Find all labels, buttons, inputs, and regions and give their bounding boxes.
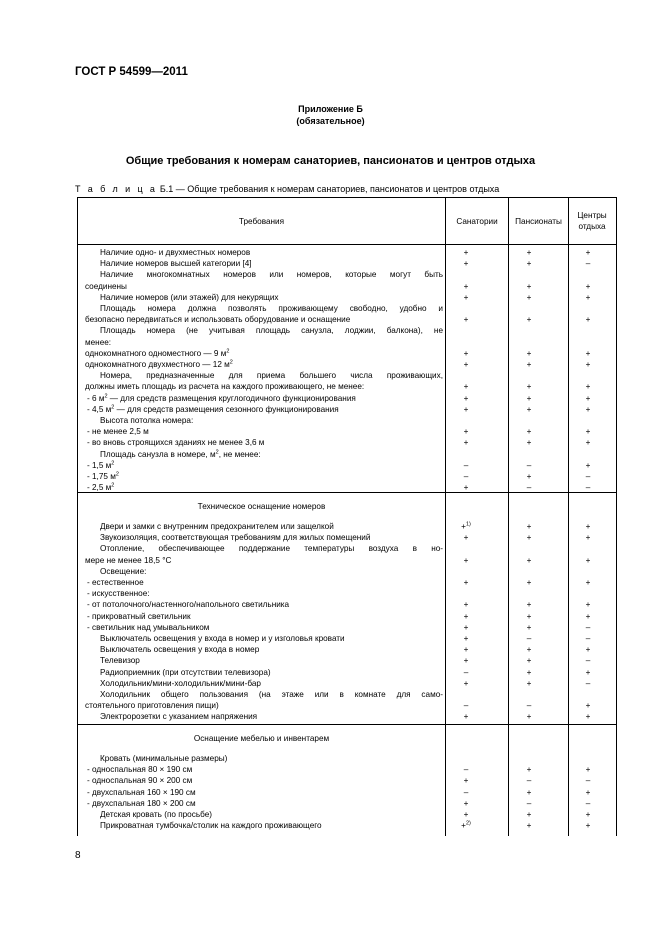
table-row <box>78 371 616 381</box>
requirement-text: Электророзетки с указанием напряжения <box>100 712 258 722</box>
table-row <box>78 668 616 678</box>
mark-recreation-centers: – <box>585 634 591 643</box>
table-row <box>78 712 616 722</box>
table-row <box>78 600 616 610</box>
requirement-text: Холодильник общего пользования (на этаже или в комнате для само- <box>100 690 443 699</box>
mark-sanatoriums: + <box>463 259 469 269</box>
mark-sanatoriums: + <box>463 600 469 610</box>
mark-boarding-houses: + <box>526 678 532 688</box>
requirement-text: - 6 $м^2$ — для средств размещения круглогодичного функционирования <box>87 392 356 403</box>
mark-recreation-centers: + <box>585 667 591 677</box>
mark-recreation-centers: – <box>585 678 591 688</box>
mark-boarding-houses: – <box>526 460 532 470</box>
mark-recreation-centers: + <box>585 460 591 470</box>
table-row <box>78 556 616 566</box>
mark-boarding-houses: + <box>526 382 532 392</box>
mark-recreation-centers: + <box>585 701 591 711</box>
requirement-text: Выключатель освещения у входа в номер <box>100 645 260 655</box>
mark-recreation-centers: + <box>585 821 591 831</box>
mark-boarding-houses: + <box>526 533 532 543</box>
mark-boarding-houses: + <box>526 611 532 621</box>
mark-boarding-houses: + <box>526 393 532 403</box>
mark-recreation-centers: + <box>585 645 591 655</box>
mark-recreation-centers: + <box>585 712 591 722</box>
mark-boarding-houses: – <box>526 634 532 643</box>
mark-recreation-centers: + <box>585 555 591 565</box>
table-row <box>78 405 616 415</box>
document-header: ГОСТ Р 54599—2011 <box>75 66 188 78</box>
requirement-text: Наличие номеров (или этажей) для некурящих <box>100 292 279 302</box>
section-title-furniture: Оснащение мебелью и инвентарем <box>193 734 330 743</box>
requirement-text: Наличие многокомнатных номеров или номеров, которые могут быть <box>100 270 443 280</box>
mark-boarding-houses: + <box>526 578 532 587</box>
mark-sanatoriums: +$^{1)}$ <box>461 521 471 531</box>
requirement-text: безопасно передвигаться и использовать оборудование и оснащение <box>85 315 351 325</box>
table-row <box>78 461 616 471</box>
mark-sanatoriums: + <box>463 712 469 722</box>
table-row <box>78 338 616 348</box>
mark-recreation-centers: – <box>585 472 591 481</box>
requirement-text: соединены <box>85 281 127 291</box>
section-title-technical: Техническое оснащение номеров <box>197 502 326 511</box>
requirement-text: - 1,75 $м^2$ <box>87 471 119 481</box>
requirement-text: Кровать (минимальные размеры) <box>100 754 228 763</box>
mark-boarding-houses: – <box>526 798 532 808</box>
mark-sanatoriums: – <box>463 472 469 481</box>
table-row <box>78 567 616 577</box>
requirement-text: Детская кровать (по просьбе) <box>100 810 212 819</box>
requirement-text: Телевизор <box>100 656 140 666</box>
mark-sanatoriums: + <box>463 427 469 437</box>
requirement-text: Холодильник/мини-холодильник/мини-бар <box>100 678 261 688</box>
table-row <box>78 788 616 798</box>
main-title: Общие требования к номерам санаториев, пансионатов и центров отдыха <box>125 155 536 167</box>
table-row <box>78 810 616 820</box>
mark-sanatoriums: + <box>463 634 469 643</box>
mark-recreation-centers: + <box>585 404 591 414</box>
mark-boarding-houses: + <box>526 404 532 414</box>
mark-boarding-houses: + <box>526 427 532 437</box>
mark-sanatoriums: – <box>463 701 469 711</box>
mark-boarding-houses: + <box>526 810 532 819</box>
table-row <box>78 522 616 532</box>
requirement-text: - от потолочного/настенного/напольного светильника <box>87 600 290 610</box>
requirement-text: - односпальная 80 × 190 см <box>87 765 193 775</box>
requirement-text: Радиоприемник (при отсутствии телевизора) <box>100 667 271 677</box>
mark-boarding-houses: – <box>526 776 532 786</box>
table-row <box>78 701 616 711</box>
requirement-text: - искусственное: <box>87 589 150 599</box>
requirement-text: Площадь номера должна позволять проживающему свободно, удобно и <box>100 304 443 313</box>
mark-sanatoriums: + <box>463 555 469 565</box>
table-row <box>78 612 616 622</box>
table-caption-prefix: Т а б л и ц а <box>75 184 158 194</box>
mark-boarding-houses: – <box>526 483 532 493</box>
requirement-text: - 1,5 $м^2$ <box>87 460 115 470</box>
mark-recreation-centers: + <box>585 578 591 587</box>
mark-sanatoriums: + <box>463 578 469 587</box>
mark-boarding-houses: + <box>526 656 532 666</box>
requirement-text: - не менее 2,5 м <box>87 427 149 437</box>
table-row <box>78 248 616 258</box>
requirement-text: - двухспальная 180 × 200 см <box>87 798 196 808</box>
mark-sanatoriums: + <box>463 656 469 666</box>
requirement-text: Отопление, обеспечивающее поддержание температуры воздуха в но- <box>100 544 443 554</box>
mark-recreation-centers: + <box>585 787 591 797</box>
mark-sanatoriums: + <box>463 622 469 632</box>
mark-boarding-houses: + <box>526 315 532 325</box>
table-row <box>78 690 616 700</box>
requirement-text: Наличие номеров высшей категории [4] <box>100 259 252 269</box>
mark-sanatoriums: + <box>463 645 469 655</box>
mark-recreation-centers: – <box>585 656 591 666</box>
requirement-text: однокомнатного одноместного — 9 $м^2$ <box>85 348 230 358</box>
section-divider <box>78 724 616 725</box>
table-row <box>78 821 616 831</box>
mark-recreation-centers: + <box>585 600 591 610</box>
requirement-text: - прикроватный светильник <box>87 611 191 621</box>
requirement-text: Двери и замки с внутренним предохранителем или защелкой <box>100 522 334 531</box>
mark-sanatoriums: + <box>463 810 469 819</box>
mark-recreation-centers: – <box>585 483 591 493</box>
mark-boarding-houses: + <box>526 248 532 257</box>
mark-recreation-centers: + <box>585 533 591 543</box>
requirement-text: Площадь санузла в номере, $м^2$, не менее: <box>100 448 261 459</box>
mark-boarding-houses: + <box>526 360 532 369</box>
requirement-text: Освещение: <box>100 566 147 576</box>
mark-sanatoriums: + <box>463 798 469 808</box>
mark-boarding-houses: + <box>526 281 532 291</box>
requirement-text: - двухспальная 160 × 190 см <box>87 787 196 797</box>
mark-sanatoriums: – <box>463 460 469 470</box>
table-row <box>78 282 616 292</box>
mark-boarding-houses: – <box>526 701 532 711</box>
table-row <box>78 394 616 404</box>
mark-boarding-houses: + <box>526 622 532 632</box>
mark-boarding-houses: + <box>526 292 532 302</box>
mark-recreation-centers: + <box>585 382 591 392</box>
mark-boarding-houses: + <box>526 787 532 797</box>
table-row <box>78 293 616 303</box>
table-row <box>78 533 616 543</box>
table-row <box>78 416 616 426</box>
mark-boarding-houses: + <box>526 600 532 610</box>
requirement-text: - 2,5 $м^2$ <box>87 482 115 493</box>
table-row <box>78 360 616 370</box>
mark-sanatoriums: + <box>463 360 469 369</box>
mark-sanatoriums: + <box>463 382 469 392</box>
col-header-sanatoriums: Санатории <box>456 216 498 226</box>
mark-sanatoriums: + <box>463 248 469 257</box>
mark-sanatoriums: + <box>463 438 469 448</box>
requirement-text: мере не менее 18,5 °С <box>85 555 172 565</box>
mark-sanatoriums: + <box>463 776 469 786</box>
mark-recreation-centers: + <box>585 522 591 531</box>
mark-recreation-centers: + <box>585 292 591 302</box>
mark-boarding-houses: + <box>526 438 532 448</box>
requirement-text: - естественное <box>87 578 144 587</box>
annex-title: Приложение Б <box>298 104 363 114</box>
requirement-text: стоятельного приготовления пищи) <box>85 701 219 711</box>
table-row <box>78 259 616 269</box>
header-divider <box>78 244 616 245</box>
mark-sanatoriums: + <box>463 348 469 358</box>
requirement-text: - светильник над умывальником <box>87 622 210 632</box>
requirement-text: Номера, предназначенные для приема большего числа проживающих, <box>100 371 443 381</box>
mark-recreation-centers: – <box>585 259 591 269</box>
requirement-text: - односпальная 90 × 200 см <box>87 776 193 786</box>
page-number: 8 <box>75 850 81 861</box>
mark-recreation-centers: + <box>585 765 591 775</box>
mark-recreation-centers: – <box>585 798 591 808</box>
mark-recreation-centers: + <box>585 281 591 291</box>
table-caption <box>75 184 499 194</box>
mark-sanatoriums: – <box>463 787 469 797</box>
table-row <box>78 799 616 809</box>
table-row <box>78 427 616 437</box>
table-row <box>78 270 616 280</box>
mark-boarding-houses: + <box>526 472 532 481</box>
requirement-text: Площадь номера (не учитывая площадь санузла, лоджии, балкона), не <box>100 326 443 336</box>
mark-sanatoriums: + <box>463 404 469 414</box>
table-row <box>78 589 616 599</box>
table-row <box>78 765 616 775</box>
mark-boarding-houses: + <box>526 555 532 565</box>
mark-sanatoriums: + <box>463 678 469 688</box>
table-row <box>78 382 616 392</box>
mark-boarding-houses: + <box>526 259 532 269</box>
mark-recreation-centers: – <box>585 622 591 632</box>
table-row <box>78 578 616 588</box>
table-row <box>78 450 616 460</box>
mark-recreation-centers: + <box>585 360 591 369</box>
requirement-text: Звукоизоляция, соответствующая требованиям для жилых помещений <box>100 533 371 543</box>
annex-type: (обязательное) <box>296 116 365 126</box>
mark-recreation-centers: + <box>585 438 591 448</box>
mark-sanatoriums: + <box>463 611 469 621</box>
mark-recreation-centers: + <box>585 315 591 325</box>
requirements-table <box>77 197 617 836</box>
table-row <box>78 349 616 359</box>
mark-sanatoriums: + <box>463 393 469 403</box>
annex-heading <box>0 103 661 127</box>
mark-recreation-centers: + <box>585 810 591 819</box>
table-row <box>78 776 616 786</box>
mark-boarding-houses: + <box>526 821 532 831</box>
table-row <box>78 623 616 633</box>
mark-boarding-houses: + <box>526 667 532 677</box>
table-row <box>78 645 616 655</box>
mark-sanatoriums: + <box>463 315 469 325</box>
requirement-text: должны иметь площадь из расчета на каждого проживающего, не менее: <box>85 382 365 392</box>
requirement-text: - во вновь строящихся зданиях не менее 3,6 м <box>87 438 265 448</box>
table-caption-text: Б.1 — Общие требования к номерам санаториев, пансионатов и центров отдыха <box>159 184 500 194</box>
mark-boarding-houses: + <box>526 348 532 358</box>
table-row <box>78 634 616 644</box>
requirement-text: однокомнатного двухместного — 12 $м^2$ <box>85 359 233 369</box>
col-header-boarding-houses: Пансионаты <box>515 216 562 226</box>
col-header-recreation-centers: Центры отдыха <box>577 211 607 231</box>
requirement-text: Наличие одно- и двухместных номеров <box>100 248 251 257</box>
mark-boarding-houses: + <box>526 522 532 531</box>
table-row <box>78 326 616 336</box>
mark-recreation-centers: + <box>585 427 591 437</box>
requirement-text: Выключатель освещения у входа в номер и у изголовья кровати <box>100 634 345 643</box>
mark-sanatoriums: + <box>463 281 469 291</box>
table-row <box>78 304 616 314</box>
requirement-text: менее: <box>85 337 112 347</box>
table-row <box>78 754 616 764</box>
mark-recreation-centers: + <box>585 348 591 358</box>
table-row <box>78 438 616 448</box>
col-header-requirements: Требования <box>238 216 285 226</box>
mark-recreation-centers: + <box>585 393 591 403</box>
table-row <box>78 544 616 554</box>
mark-sanatoriums: + <box>463 483 469 493</box>
mark-sanatoriums: – <box>463 765 469 775</box>
table-row <box>78 679 616 689</box>
table-row <box>78 656 616 666</box>
mark-sanatoriums: + <box>463 292 469 302</box>
mark-boarding-houses: + <box>526 712 532 722</box>
mark-boarding-houses: + <box>526 765 532 775</box>
table-row <box>78 472 616 482</box>
table-row <box>78 483 616 493</box>
mark-sanatoriums: – <box>463 667 469 677</box>
mark-sanatoriums: + <box>463 533 469 543</box>
mark-recreation-centers: + <box>585 611 591 621</box>
requirement-text: - 4,5 $м^2$ — для средств размещения сезонного функционирования <box>87 404 339 414</box>
requirement-text: Прикроватная тумбочка/столик на каждого проживающего <box>100 821 322 831</box>
requirement-text: Высота потолка номера: <box>100 416 194 425</box>
table-row <box>78 315 616 325</box>
mark-sanatoriums: +$^{2)}$ <box>461 820 471 831</box>
mark-boarding-houses: + <box>526 645 532 655</box>
mark-recreation-centers: + <box>585 248 591 257</box>
mark-recreation-centers: – <box>585 776 591 786</box>
